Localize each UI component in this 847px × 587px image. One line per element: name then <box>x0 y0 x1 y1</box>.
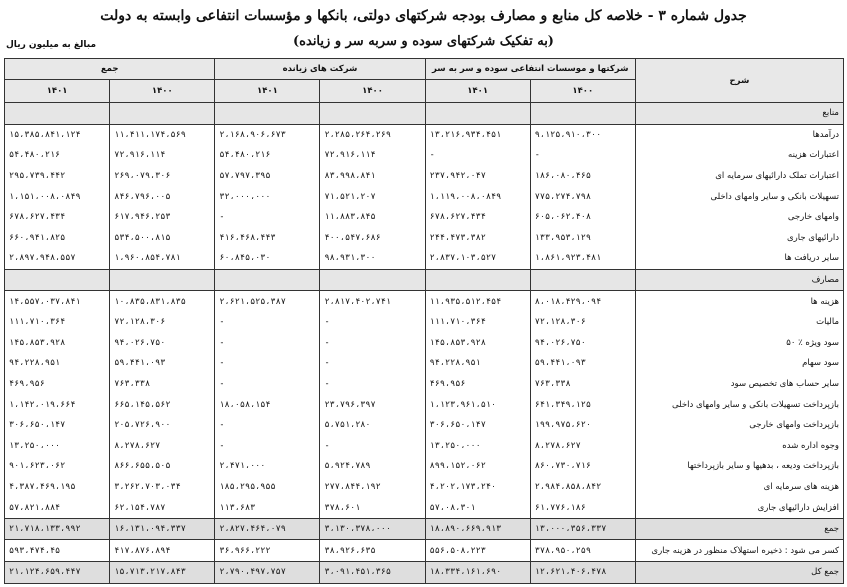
row-value: ۳۶،۹۶۶،۲۲۲ <box>215 540 320 562</box>
row-value: ۸۴۶،۷۹۶،۰۰۵ <box>110 186 215 207</box>
row-value: ۱۸۶،۰۸۰،۴۶۵ <box>530 166 635 187</box>
row-value: ۸۶۶،۶۵۵،۵۰۵ <box>110 456 215 477</box>
row-value: ۳۲،۰۰۰،۰۰۰ <box>215 186 320 207</box>
row-label: منابع <box>635 103 843 125</box>
table-row <box>5 228 844 249</box>
row-value: ۱۶،۱۳۱،۰۹۴،۳۳۷ <box>110 518 215 540</box>
row-value: ۲۷۷،۸۴۴،۱۹۲ <box>320 477 425 498</box>
section-row <box>5 103 844 125</box>
row-value: ۸،۲۷۸،۶۲۷ <box>110 436 215 457</box>
table-row <box>5 145 844 166</box>
row-value: ۳۰۶،۶۵۰،۱۴۷ <box>425 415 530 436</box>
row-value: ۴۱۶،۴۶۸،۴۴۳ <box>215 228 320 249</box>
row-value: - <box>320 333 425 354</box>
row-value: ۹۰۱،۶۲۳،۰۶۲ <box>5 456 110 477</box>
row-value: ۴۰۰،۵۴۷،۶۸۶ <box>320 228 425 249</box>
row-value: ۳،۲۶۲،۷۰۳،۰۳۴ <box>110 477 215 498</box>
row-value: ۲،۸۳۷،۱۰۳،۵۲۷ <box>425 248 530 269</box>
table-row <box>5 436 844 457</box>
row-value <box>110 103 215 125</box>
row-value: ۷۲،۱۲۸،۳۰۶ <box>530 312 635 333</box>
row-value: ۳،۰۹۱،۴۵۱،۳۶۵ <box>320 562 425 584</box>
header-group-total: جمع <box>5 59 215 80</box>
row-value: ۶۱۷،۹۴۶،۲۵۳ <box>110 207 215 228</box>
row-value <box>530 103 635 125</box>
table-row <box>5 291 844 312</box>
table-body <box>5 103 844 584</box>
row-value: ۴۶۹،۹۵۶ <box>425 374 530 395</box>
table-row <box>5 312 844 333</box>
row-value <box>5 103 110 125</box>
row-value: ۵۷،۷۹۷،۳۹۵ <box>215 166 320 187</box>
row-value: ۵۷،۸۲۱،۸۸۴ <box>5 497 110 518</box>
row-value: ۱۳۳،۹۵۳،۱۲۹ <box>530 228 635 249</box>
row-value <box>425 103 530 125</box>
row-value: ۶۲،۱۵۴،۷۸۷ <box>110 497 215 518</box>
row-label: دارائیهای جاری <box>635 228 843 249</box>
row-value: ۱۸،۰۵۸،۱۵۴ <box>215 394 320 415</box>
row-value: - <box>320 436 425 457</box>
row-value: ۱،۱۵۱،۰۰۸،۰۸۴۹ <box>5 186 110 207</box>
row-value <box>110 269 215 291</box>
row-value: ۱۸،۳۳۴،۱۶۱،۶۹۰ <box>425 562 530 584</box>
row-value: ۱۴،۵۵۷،۰۳۷،۸۴۱ <box>5 291 110 312</box>
row-value: ۲،۴۷۱،۰۰۰ <box>215 456 320 477</box>
row-value: ۳۷۸،۶۰۱ <box>320 497 425 518</box>
row-value <box>320 269 425 291</box>
header-group-loss: شرکت های زیانده <box>215 59 425 80</box>
row-value: ۱۰،۸۳۵،۸۳۱،۸۳۵ <box>110 291 215 312</box>
row-value: ۲۳،۷۹۶،۳۹۷ <box>320 394 425 415</box>
row-value <box>320 103 425 125</box>
table-row <box>5 124 844 145</box>
row-value: - <box>215 374 320 395</box>
row-label: اعتبارات تملک دارائیهای سرمایه ای <box>635 166 843 187</box>
row-value: - <box>425 145 530 166</box>
row-value: ۸،۰۱۸،۴۲۹،۰۹۴ <box>530 291 635 312</box>
row-value <box>215 269 320 291</box>
row-value: ۶۰،۸۴۵،۰۳۰ <box>215 248 320 269</box>
row-value: ۷۲،۹۱۶،۱۱۴ <box>320 145 425 166</box>
row-value: ۵۴،۴۸۰،۲۱۶ <box>5 145 110 166</box>
table-row <box>5 394 844 415</box>
row-value: ۶۶۵،۱۴۵،۵۶۲ <box>110 394 215 415</box>
row-value: ۴،۲۰۲،۱۷۳،۲۴۰ <box>425 477 530 498</box>
row-value: ۲۶۹،۰۷۹،۳۰۶ <box>110 166 215 187</box>
row-value: ۹۴،۰۲۶،۷۵۰ <box>530 333 635 354</box>
row-value: ۲۱،۷۱۸،۱۳۳،۹۹۲ <box>5 518 110 540</box>
row-value: ۷۲،۹۱۶،۱۱۴ <box>110 145 215 166</box>
section-row <box>5 269 844 291</box>
row-value: ۲۱،۱۲۴،۶۵۹،۴۴۷ <box>5 562 110 584</box>
row-label: سایر دریافت ها <box>635 248 843 269</box>
row-value: ۹۴،۲۲۸،۹۵۱ <box>425 353 530 374</box>
row-value <box>5 269 110 291</box>
row-value: ۱۱،۹۳۵،۵۱۲،۴۵۴ <box>425 291 530 312</box>
row-value: ۵۵۶،۵۰۸،۲۲۳ <box>425 540 530 562</box>
row-label: سود ویژه ٪ ۵۰ <box>635 333 843 354</box>
row-value: ۲،۸۱۷،۴۰۲،۷۴۱ <box>320 291 425 312</box>
table-row <box>5 477 844 498</box>
row-value: ۵۹،۴۴۱،۰۹۳ <box>530 353 635 374</box>
table-row <box>5 353 844 374</box>
row-value: ۱۵،۳۸۵،۸۴۱،۱۲۴ <box>5 124 110 145</box>
row-value: ۱۱۱،۷۱۰،۳۶۴ <box>425 312 530 333</box>
row-value: ۲۴۴،۴۷۳،۳۸۲ <box>425 228 530 249</box>
row-value <box>425 269 530 291</box>
header-year-1400: ۱۴۰۰ <box>530 80 635 103</box>
table-row <box>5 540 844 562</box>
row-value: ۷۶۳،۳۳۸ <box>110 374 215 395</box>
row-value: ۲۹۵،۷۳۹،۴۴۲ <box>5 166 110 187</box>
row-value <box>530 269 635 291</box>
table-row <box>5 456 844 477</box>
table-row <box>5 415 844 436</box>
row-value: ۵۷،۰۸،۳۰۱ <box>425 497 530 518</box>
row-label: هزینه های سرمایه ای <box>635 477 843 498</box>
table-row <box>5 497 844 518</box>
row-label: بازپرداخت ودیعه ، بدهیها و سایر بازپرداختها <box>635 456 843 477</box>
table-row <box>5 166 844 187</box>
row-value: - <box>530 145 635 166</box>
row-label: هزینه ها <box>635 291 843 312</box>
row-label: درآمدها <box>635 124 843 145</box>
table-row <box>5 186 844 207</box>
row-label: مصارف <box>635 269 843 291</box>
page-title: جدول شماره ۳ - خلاصه کل منابع و مصارف بودجه شرکتهای دولتی، بانکها و مؤسسات انتفاعی وابسته به دولت <box>100 8 747 24</box>
row-value: ۷۱،۵۲۱،۲۰۷ <box>320 186 425 207</box>
row-value: ۱۵،۷۱۳،۲۱۷،۸۴۳ <box>110 562 215 584</box>
row-value: ۲۳۷،۹۴۲،۰۴۷ <box>425 166 530 187</box>
row-value: ۶۷۸،۶۲۷،۴۳۴ <box>425 207 530 228</box>
row-value: ۹۸،۹۳۱،۳۰۰ <box>320 248 425 269</box>
row-value: ۳۷۸،۹۵۰،۲۵۹ <box>530 540 635 562</box>
row-value: ۸۹۹،۱۵۲،۰۶۲ <box>425 456 530 477</box>
row-value: ۱،۸۶۱،۹۲۳،۴۸۱ <box>530 248 635 269</box>
row-value: ۹۴،۰۲۶،۷۵۰ <box>110 333 215 354</box>
row-value: ۱،۹۶۰،۸۵۴،۷۸۱ <box>110 248 215 269</box>
row-value: ۱۱،۴۱۱،۱۷۴،۵۶۹ <box>110 124 215 145</box>
row-label: وامهای خارجی <box>635 207 843 228</box>
row-label: جمع <box>635 518 843 540</box>
row-label: سود سهام <box>635 353 843 374</box>
row-value: ۴۶۹،۹۵۶ <box>5 374 110 395</box>
row-label: بازپرداخت وامهای خارجی <box>635 415 843 436</box>
row-value: ۱،۱۴۲،۰۱۹،۶۶۴ <box>5 394 110 415</box>
budget-table <box>4 58 844 584</box>
row-value: - <box>215 436 320 457</box>
header-year-1400: ۱۴۰۰ <box>110 80 215 103</box>
row-value: ۲،۱۶۸،۹۰۶،۶۷۳ <box>215 124 320 145</box>
row-value: ۴۱۷،۸۷۶،۸۹۴ <box>110 540 215 562</box>
row-label: بازپرداخت تسهیلات بانکی و سایر وامهای داخلی <box>635 394 843 415</box>
row-value: ۷۲،۱۲۸،۳۰۶ <box>110 312 215 333</box>
header-year-1401: ۱۴۰۱ <box>5 80 110 103</box>
header-desc: شرح <box>635 59 843 103</box>
row-value: ۱۱۱،۷۱۰،۳۶۴ <box>5 312 110 333</box>
row-value: ۱۳،۲۵۰،۰۰۰ <box>425 436 530 457</box>
row-value: ۹۴،۲۲۸،۹۵۱ <box>5 353 110 374</box>
row-value: - <box>320 374 425 395</box>
row-value: ۵۳۴،۵۰۰،۸۱۵ <box>110 228 215 249</box>
row-value: ۵۴،۴۸۰،۲۱۶ <box>215 145 320 166</box>
row-value: ۲۰۵،۷۲۶،۹۰۰ <box>110 415 215 436</box>
row-value: ۴،۳۸۷،۴۶۹،۱۹۵ <box>5 477 110 498</box>
row-label: اعتبارات هزینه <box>635 145 843 166</box>
row-value: ۱،۱۱۹،۰۰۸،۰۸۴۹ <box>425 186 530 207</box>
row-value: ۲،۷۹۰،۴۹۷،۷۵۷ <box>215 562 320 584</box>
row-label: افزایش دارائیهای جاری <box>635 497 843 518</box>
header-year-1400: ۱۴۰۰ <box>320 80 425 103</box>
table-row <box>5 207 844 228</box>
row-value: ۱۳،۲۱۶،۹۳۴،۴۵۱ <box>425 124 530 145</box>
row-value: ۵،۹۲۴،۷۸۹ <box>320 456 425 477</box>
row-value: ۷۷۵،۲۷۴،۷۹۸ <box>530 186 635 207</box>
row-value: - <box>215 415 320 436</box>
row-value: - <box>215 207 320 228</box>
row-label: کسر می شود : ذخیره استهلاک منظور در هزینه جاری <box>635 540 843 562</box>
row-value: ۸۳،۹۹۸،۸۴۱ <box>320 166 425 187</box>
row-value: ۷۶۳،۳۳۸ <box>530 374 635 395</box>
total-row <box>5 518 844 540</box>
row-value: ۱۳،۰۰۰،۳۵۶،۳۳۷ <box>530 518 635 540</box>
row-value: ۵۹،۴۴۱،۰۹۳ <box>110 353 215 374</box>
unit-note: مبالغ به میلیون ریال <box>6 40 97 50</box>
row-value: ۶۷۸،۶۲۷،۴۳۴ <box>5 207 110 228</box>
row-value <box>215 103 320 125</box>
row-value: ۱۹۹،۹۷۵،۶۲۰ <box>530 415 635 436</box>
row-value: ۱۳،۲۵۰،۰۰۰ <box>5 436 110 457</box>
row-value: ۲،۸۹۷،۹۴۸،۵۵۷ <box>5 248 110 269</box>
row-value: ۶۰۵،۰۶۲،۴۰۸ <box>530 207 635 228</box>
row-label: مالیات <box>635 312 843 333</box>
row-value: ۸۶۰،۷۳۰،۷۱۶ <box>530 456 635 477</box>
row-label: سایر حساب های تخصیص سود <box>635 374 843 395</box>
row-value: ۵۹۳،۴۷۴،۴۵ <box>5 540 110 562</box>
row-value: ۶۴۱،۳۴۹،۱۲۵ <box>530 394 635 415</box>
row-value: ۲،۶۲۱،۵۲۵،۳۸۷ <box>215 291 320 312</box>
row-value: ۳،۱۳۰،۳۷۸،۰۰۰ <box>320 518 425 540</box>
table-row <box>5 248 844 269</box>
row-value: - <box>215 312 320 333</box>
row-value: - <box>320 353 425 374</box>
row-value: - <box>215 333 320 354</box>
header-group-profitable: شرکتها و موسسات انتفاعی سوده و سر به سر <box>425 59 635 80</box>
row-value: ۱۴۵،۸۵۳،۹۲۸ <box>425 333 530 354</box>
row-value: - <box>320 312 425 333</box>
row-value: ۱۴۵،۸۵۳،۹۲۸ <box>5 333 110 354</box>
row-label: تسهیلات بانکی و سایر وامهای داخلی <box>635 186 843 207</box>
row-value: ۱۱،۸۸۳،۸۴۵ <box>320 207 425 228</box>
row-value: ۱۸۵،۲۹۵،۹۵۵ <box>215 477 320 498</box>
row-value: ۱،۱۲۳،۹۶۱،۵۱۰ <box>425 394 530 415</box>
row-value: ۱۲،۶۲۱،۴۰۶،۴۷۸ <box>530 562 635 584</box>
row-value: ۸،۲۷۸،۶۲۷ <box>530 436 635 457</box>
row-value: ۲،۸۲۷،۴۶۴،۰۷۹ <box>215 518 320 540</box>
header-year-1401: ۱۴۰۱ <box>215 80 320 103</box>
row-value: ۱۸،۸۹۰،۶۶۹،۹۱۳ <box>425 518 530 540</box>
row-value: ۶۶۰،۹۴۱،۸۲۵ <box>5 228 110 249</box>
row-value: ۳۸،۹۲۶،۶۳۵ <box>320 540 425 562</box>
row-value: ۶۱،۷۷۶،۱۸۶ <box>530 497 635 518</box>
total-row <box>5 562 844 584</box>
row-value: ۲،۹۸۴،۸۵۸،۸۴۲ <box>530 477 635 498</box>
row-label: جمع کل <box>635 562 843 584</box>
row-value: ۵،۷۵۱،۲۸۰ <box>320 415 425 436</box>
row-value: ۱۱۳،۶۸۳ <box>215 497 320 518</box>
header-year-1401: ۱۴۰۱ <box>425 80 530 103</box>
table-row <box>5 374 844 395</box>
row-value: ۹،۱۲۵،۹۱۰،۳۰۰ <box>530 124 635 145</box>
table-row <box>5 333 844 354</box>
row-value: - <box>215 353 320 374</box>
row-label: وجوه اداره شده <box>635 436 843 457</box>
page-subtitle: (به تفکیک شرکتهای سوده و سربه سر و زیانده) <box>293 34 554 49</box>
row-value: ۳۰۶،۶۵۰،۱۴۷ <box>5 415 110 436</box>
row-value: ۲،۲۸۵،۲۶۴،۲۶۹ <box>320 124 425 145</box>
